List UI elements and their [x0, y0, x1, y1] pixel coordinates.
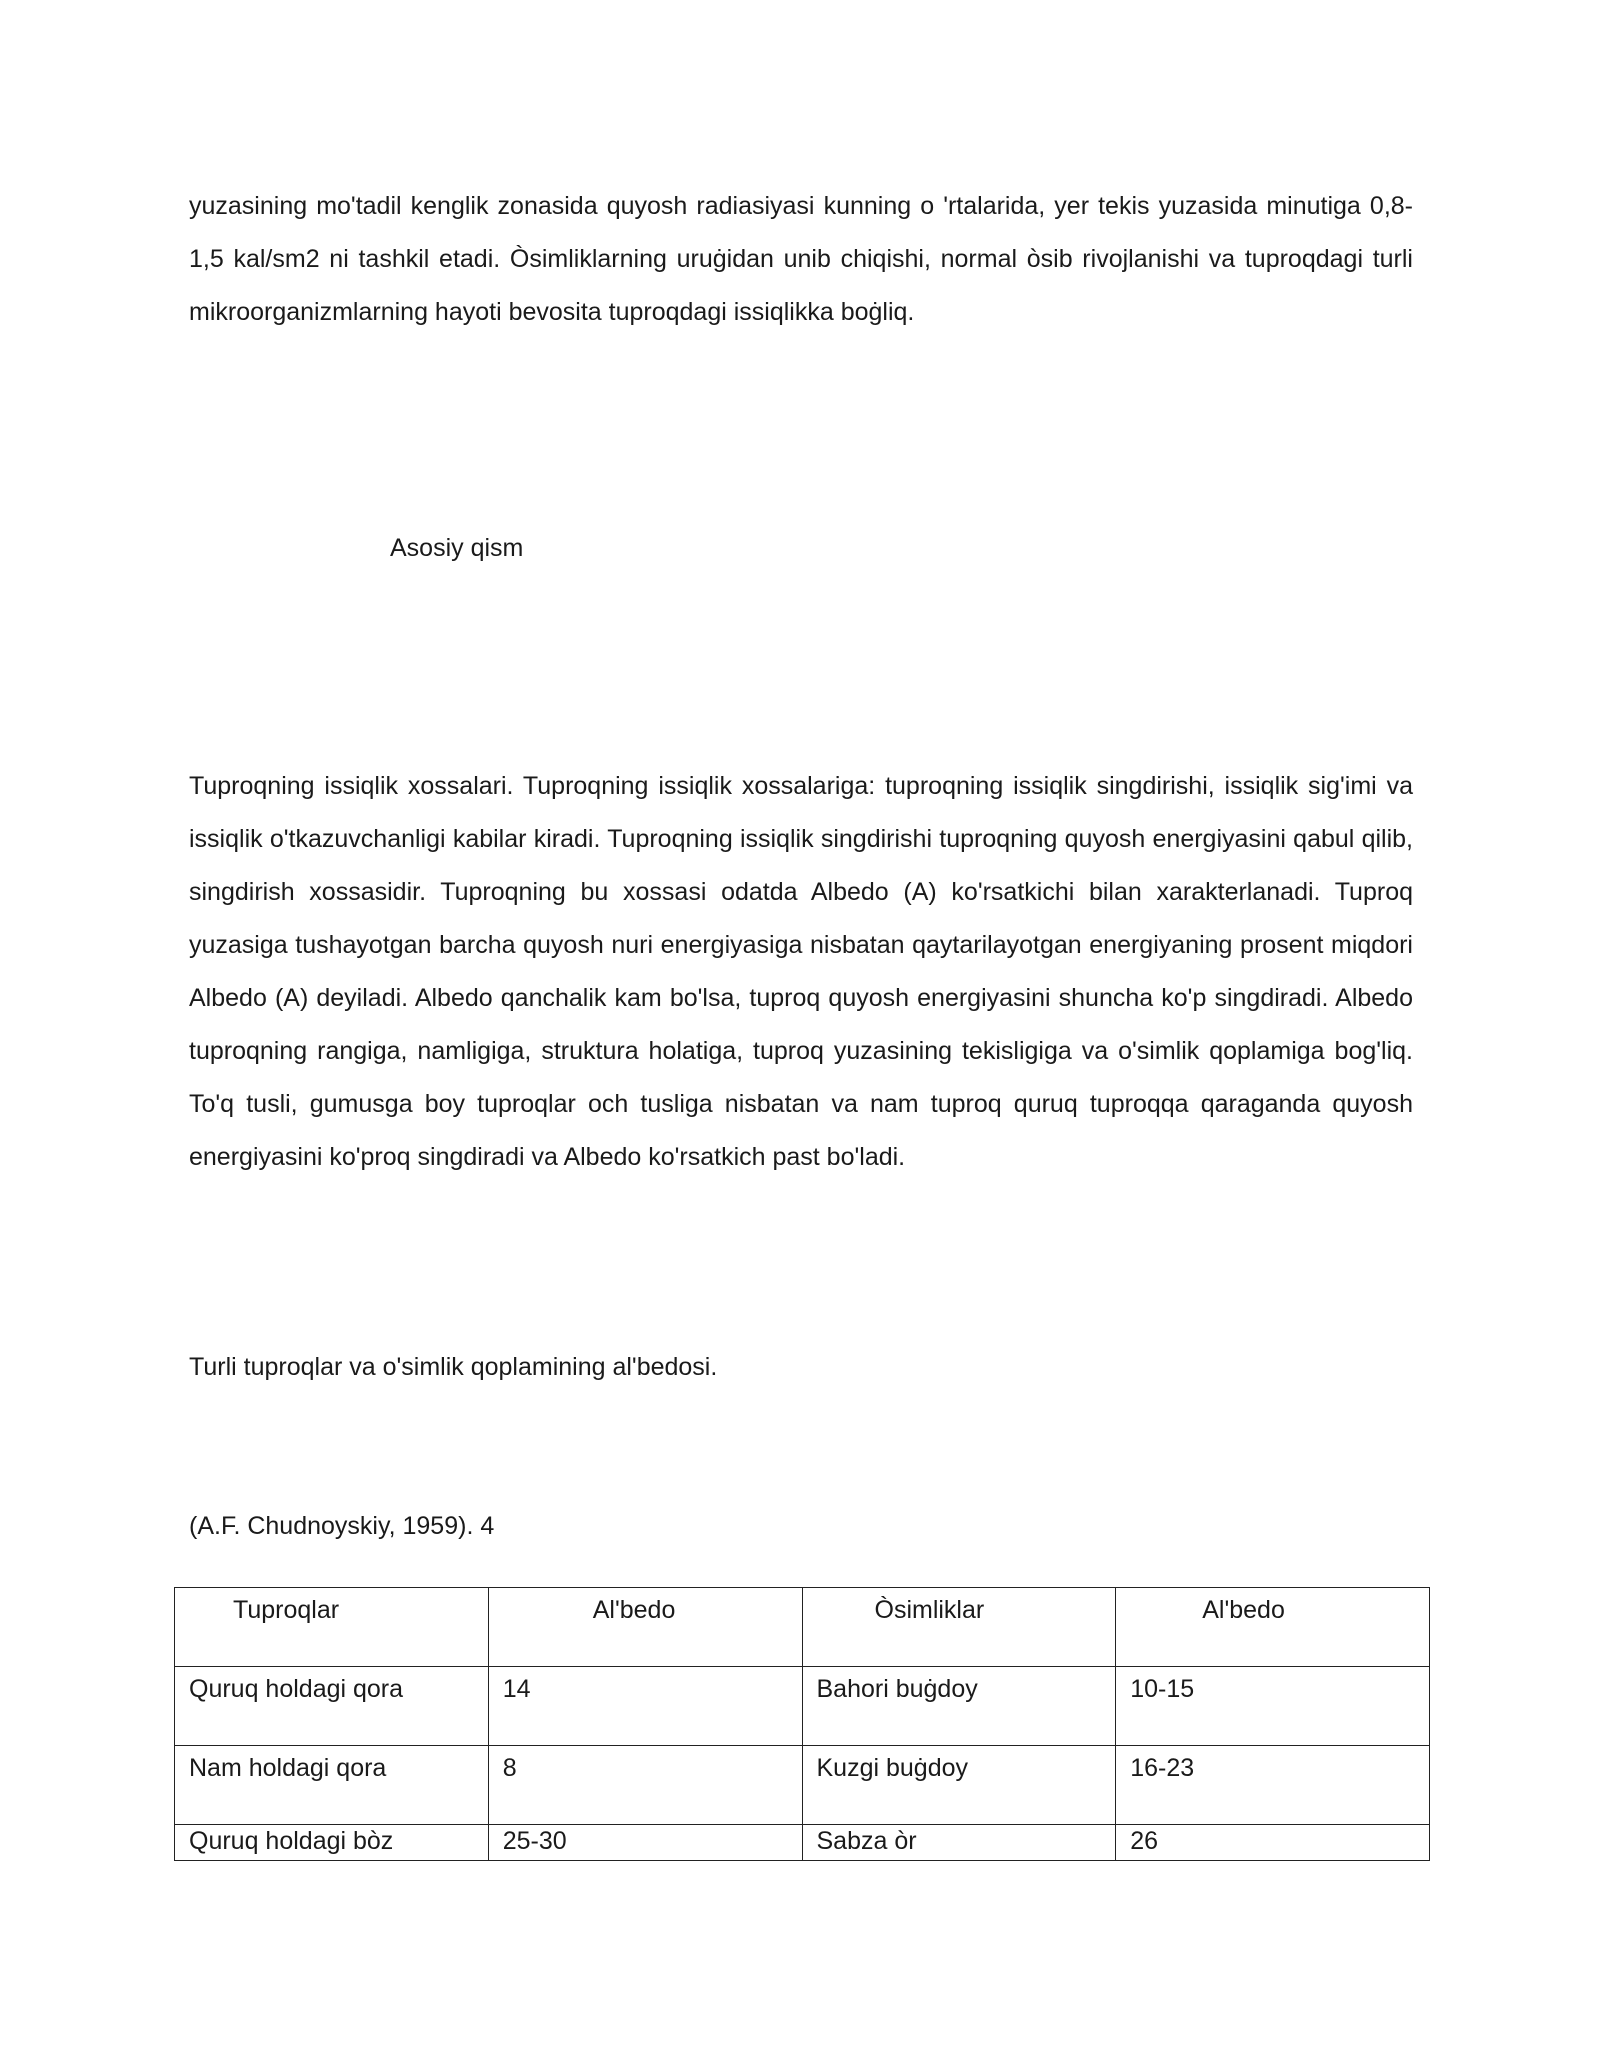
table-cell: 10-15 [1116, 1667, 1430, 1746]
table-cell: 16-23 [1116, 1746, 1430, 1825]
section-heading: Asosiy qism [390, 534, 524, 562]
table-header-cell: Al'bedo [1116, 1588, 1430, 1667]
intro-paragraph: yuzasining mo'tadil kenglik zonasida quyosh radiasiyasi kunning o 'rtalarida, yer tekis yuzasida minutiga 0,8-1,5 kal/sm2 ni tashkil etadi. Òsimliklarning uruġidan unib chiqishi, normal òsib rivojlanishi va tuproqdagi turli mikroorganizmlarning hayoti bevosita tuproqdagi issiqlikka boġliq. [189, 192, 1413, 326]
table-source: (A.F. Chudnoyskiy, 1959). 4 [189, 1512, 495, 1540]
table-caption: Turli tuproqlar va o'simlik qoplamining al'bedosi. [189, 1353, 718, 1381]
table-header-row [175, 1588, 1430, 1667]
table-row [175, 1667, 1430, 1746]
table-cell: 8 [488, 1746, 802, 1825]
main-paragraph: Tuproqning issiqlik xossalari. Tuproqning issiqlik xossalariga: tuproqning issiqlik singdirishi, issiqlik sig'imi va issiqlik o'tkazuvchanligi kabilar kiradi. Tuproqning issiqlik singdirishi tuproqning quyosh energiyasini qabul qilib, singdirish xossasidir. Tuproqning bu xossasi odatda Albedo (A) ko'rsatkichi bilan xarakterlanadi. Tuproq yuzasiga tushayotgan barcha quyosh nuri energiyasiga nisbatan qaytarilayotgan energiyaning prosent miqdori Albedo (A) deyiladi. Albedo qanchalik kam bo'lsa, tuproq quyosh energiyasini shuncha ko'p singdiradi. Albedo tuproqning rangiga, namligiga, struktura holatiga, tuproq yuzasining tekisligiga va o'simlik qoplamiga bog'liq. To'q tusli, gumusga boy tuproqlar och tusliga nisbatan va nam tuproq quruq tuproqqa qaraganda quyosh energiyasini ko'proq singdiradi va Albedo ko'rsatkich past bo'ladi. [189, 772, 1413, 1171]
table-row [175, 1746, 1430, 1825]
table-row [175, 1825, 1430, 1861]
table-cell: Nam holdagi qora [175, 1746, 489, 1825]
table-cell: Quruq holdagi bòz [175, 1825, 489, 1861]
table-cell: 14 [488, 1667, 802, 1746]
albedo-table [174, 1587, 1430, 1861]
table-cell: 26 [1116, 1825, 1430, 1861]
table-cell: Bahori buġdoy [802, 1667, 1116, 1746]
table-cell: Kuzgi buġdoy [802, 1746, 1116, 1825]
table-cell: 25-30 [488, 1825, 802, 1861]
table-header-cell: Tuproqlar [175, 1588, 489, 1667]
table-header-cell: Òsimliklar [802, 1588, 1116, 1667]
table-cell: Sabza òr [802, 1825, 1116, 1861]
table-header-cell: Al'bedo [488, 1588, 802, 1667]
table-cell: Quruq holdagi qora [175, 1667, 489, 1746]
